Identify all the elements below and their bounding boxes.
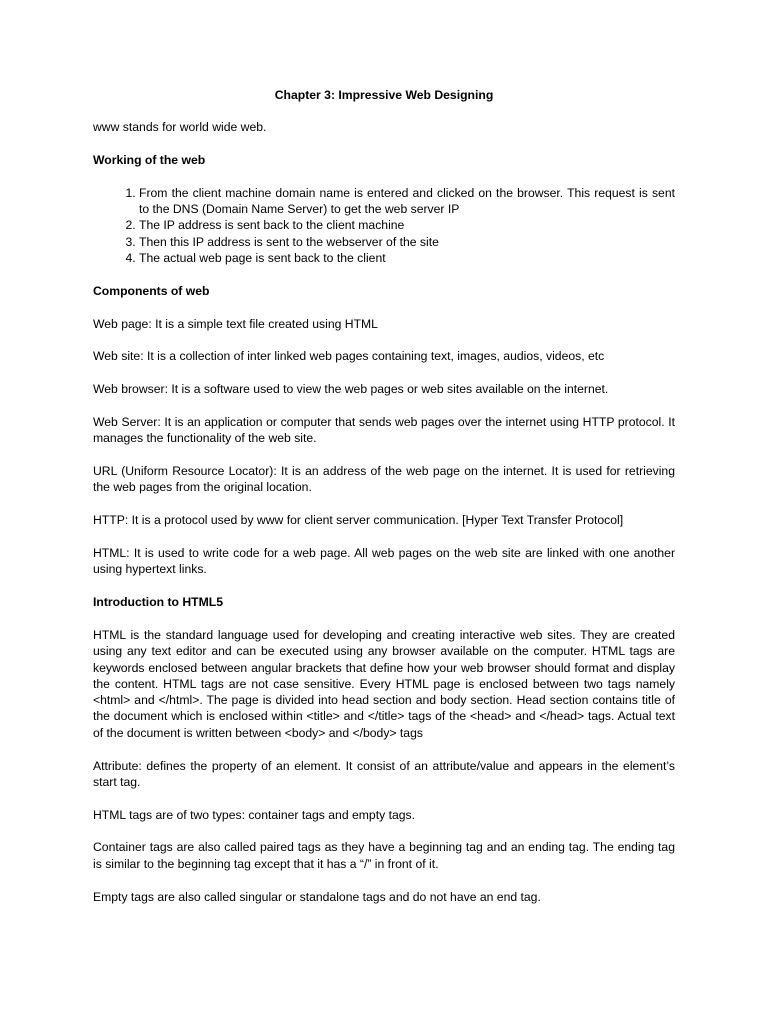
component-html: HTML: It is used to write code for a web page. All web pages on the web site are linked with one another using hypertext links. xyxy=(93,546,675,577)
empty-tags-paragraph: Empty tags are also called singular or standalone tags and do not have an end tag. xyxy=(93,889,541,904)
component-web-browser: Web browser: It is a software used to view the web pages or web sites available on the internet. xyxy=(93,382,609,397)
document-page xyxy=(93,87,675,921)
tag-types-paragraph: HTML tags are of two types: container tags and empty tags. xyxy=(93,807,415,822)
working-steps-list xyxy=(93,185,675,266)
html5-intro-paragraph: HTML is the standard language used for developing and creating interactive web sites. They are created using any text editor and can be executed using any browser available on the computer. HTML tags are keywords enclosed between angular brackets that define how your web browser should format and display the content. HTML tags are not case sensitive. Every HTML page is enclosed between two tags namely <html> and </html>. The page is divided into head section and body section. Head section contains title of the document which is enclosed within <title> and </title> tags of the <head> and </head> tags. Actual text of the document is written between <body> and </body> tags xyxy=(93,627,675,740)
component-http: HTTP: It is a protocol used by www for client server communication. [Hyper Text Transfer Protocol] xyxy=(93,513,624,528)
component-web-page: Web page: It is a simple text file created using HTML xyxy=(93,316,378,331)
container-tags-paragraph: Container tags are also called paired tags as they have a beginning tag and an ending tag. The ending tag is similar to the beginning tag except that it has a “/” in front of it. xyxy=(93,840,675,871)
components-heading: Components of web xyxy=(93,283,210,298)
document-title: Chapter 3: Impressive Web Designing xyxy=(274,88,494,102)
component-url: URL (Uniform Resource Locator): It is an address of the web page on the internet. It is used for retrieving the web pages from the original location. xyxy=(93,464,675,495)
list-item: 4. The actual web page is sent back to the client xyxy=(139,250,675,266)
component-web-server: Web Server: It is an application or computer that sends web pages over the internet using HTTP protocol. It manages the functionality of the web site. xyxy=(93,415,675,446)
list-item: 2. The IP address is sent back to the client machine xyxy=(139,217,675,233)
attribute-paragraph: Attribute: defines the property of an element. It consist of an attribute/value and appears in the element’s start tag. xyxy=(93,758,675,789)
html5-heading: Introduction to HTML5 xyxy=(93,595,223,610)
intro-paragraph: www stands for world wide web. xyxy=(93,120,267,135)
list-item: 1. From the client machine domain name is entered and clicked on the browser. This request is sent to the DNS (Domain Name Server) to get the web server IP xyxy=(139,185,675,218)
working-heading: Working of the web xyxy=(93,153,206,168)
component-web-site: Web site: It is a collection of inter linked web pages containing text, images, audios, videos, etc xyxy=(93,349,605,364)
list-item: 3. Then this IP address is sent to the webserver of the site xyxy=(139,234,675,250)
